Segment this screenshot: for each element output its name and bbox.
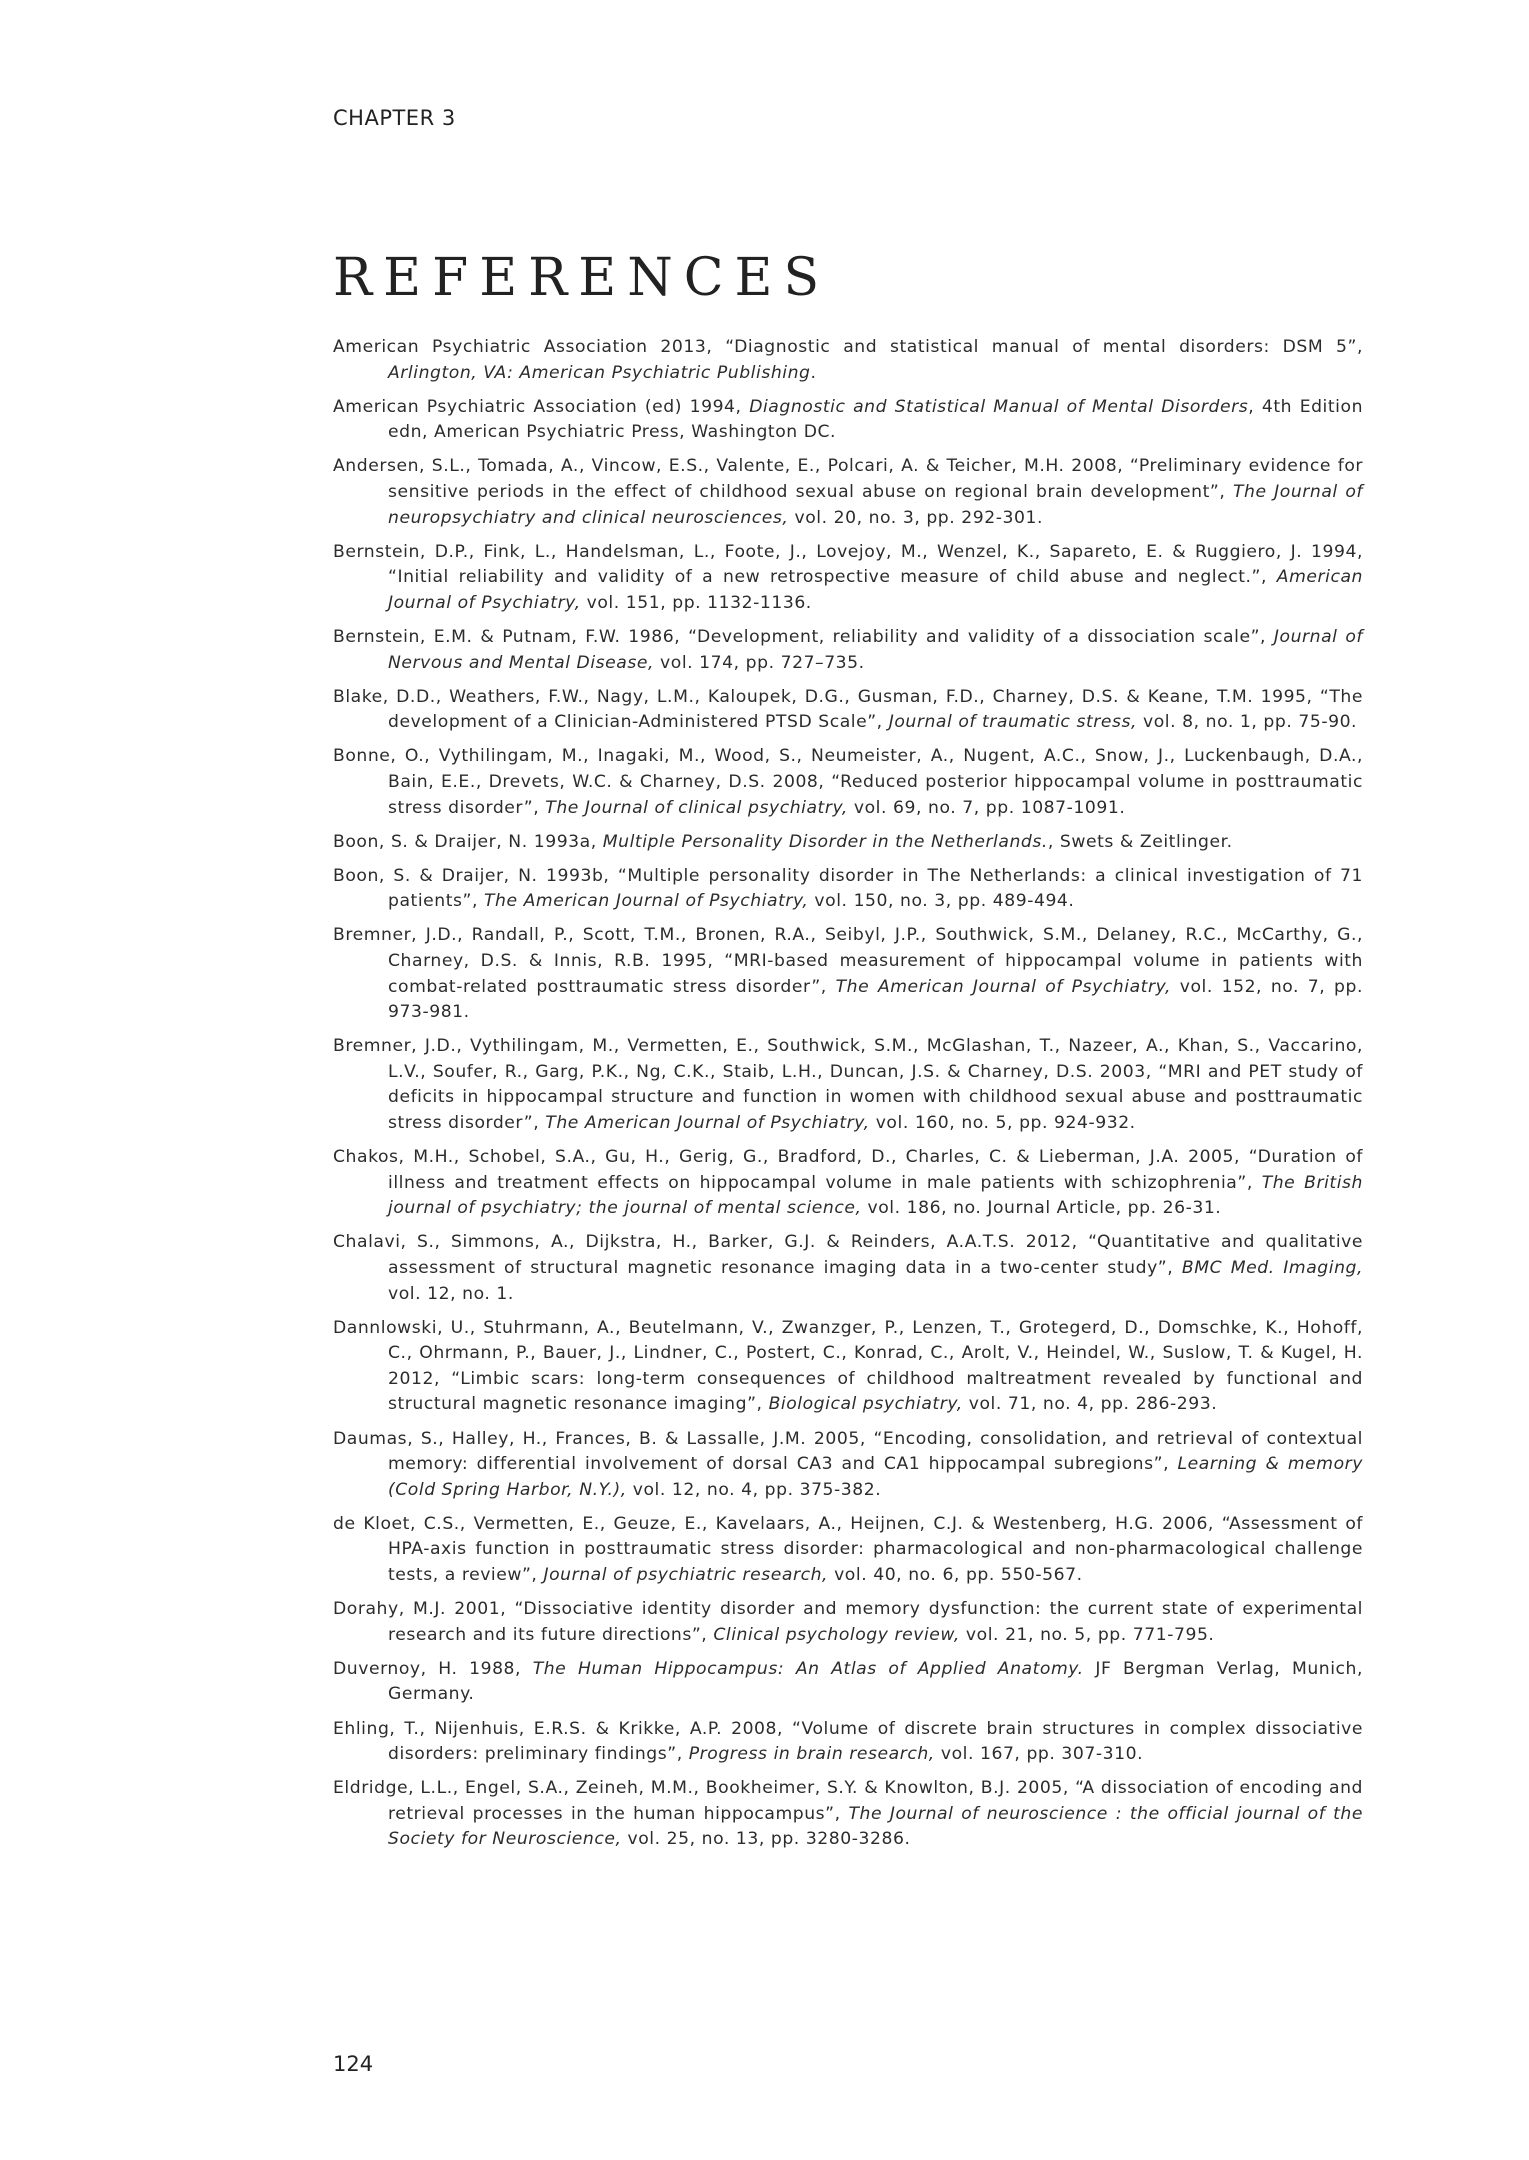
reference-text: Bernstein, E.M. & Putnam, F.W. 1986, “Development, reliability and validity of a dissociation scale”, xyxy=(333,626,1274,647)
reference-source-title: The Journal of clinical psychiatry, xyxy=(545,797,848,818)
reference-entry xyxy=(333,923,1363,1025)
reference-entry xyxy=(333,1717,1363,1768)
reference-entry xyxy=(333,1776,1363,1853)
reference-source-title: Diagnostic and Statistical Manual of Mental Disorders xyxy=(749,396,1249,417)
reference-text: Bernstein, D.P., Fink, L., Handelsman, L., Foote, J., Lovejoy, M., Wenzel, K., Sapareto, E. & Ruggiero, J. 1994, “Initial reliability and validity of a new retrospective measure of child abuse and neglect.”, xyxy=(333,541,1363,588)
reference-text: vol. 25, no. 13, pp. 3280-3286. xyxy=(621,1829,911,1850)
reference-source-title: Clinical psychology review, xyxy=(713,1624,960,1645)
reference-entry xyxy=(333,685,1363,736)
reference-entry xyxy=(333,395,1363,446)
reference-source-title: Multiple Personality Disorder in the Netherlands. xyxy=(602,831,1048,852)
reference-entry xyxy=(333,1316,1363,1418)
reference-text: Duvernoy, H. 1988, xyxy=(333,1658,533,1679)
reference-entry xyxy=(333,335,1363,386)
reference-text: . xyxy=(810,362,817,383)
reference-text: vol. 160, no. 5, pp. 924-932. xyxy=(869,1113,1136,1134)
reference-text: vol. 151, pp. 1132-1136. xyxy=(580,592,812,613)
reference-entry xyxy=(333,744,1363,821)
reference-source-title: Learning & memory (Cold Spring Harbor, N.Y.), xyxy=(388,1454,1363,1500)
reference-source-title: The American Journal of Psychiatry, xyxy=(835,976,1171,997)
reference-text: , 4th Edition edn, American Psychiatric Press, Washington DC. xyxy=(388,396,1364,443)
reference-text: vol. 174, pp. 727–735. xyxy=(654,652,865,673)
reference-text: vol. 12, no. 1. xyxy=(388,1283,514,1304)
reference-source-title: Biological psychiatry, xyxy=(768,1394,963,1415)
reference-entry xyxy=(333,864,1363,915)
reference-list xyxy=(333,335,1363,1861)
reference-source-title: The British journal of psychiatry; the journal of mental science, xyxy=(388,1172,1363,1219)
reference-text: Andersen, S.L., Tomada, A., Vincow, E.S., Valente, E., Polcari, A. & Teicher, M.H. 2008, “Preliminary evidence for sensitive periods in the effect of childhood sexual abuse on regional brain development”, xyxy=(333,456,1363,502)
reference-entry xyxy=(333,540,1363,617)
reference-text: vol. 150, no. 3, pp. 489-494. xyxy=(808,891,1075,912)
reference-text: Blake, D.D., Weathers, F.W., Nagy, L.M., Kaloupek, D.G., Gusman, F.D., Charney, D.S. & Keane, T.M. 1995, “The development of a Clinician-Administered PTSD Scale”, xyxy=(333,686,1363,733)
reference-text: de Kloet, C.S., Vermetten, E., Geuze, E., Kavelaars, A., Heijnen, C.J. & Westenberg, H.G. 2006, “Assessment of HPA-axis function in posttraumatic stress disorder: pharmacological and non-pharmacological challenge tests, a review”, xyxy=(333,1513,1363,1586)
reference-text: vol. 186, no. Journal Article, pp. 26-31. xyxy=(861,1198,1222,1219)
reference-entry xyxy=(333,1597,1363,1648)
reference-text: vol. 21, no. 5, pp. 771-795. xyxy=(959,1624,1215,1645)
reference-text: Bonne, O., Vythilingam, M., Inagaki, M., Wood, S., Neumeister, A., Nugent, A.C., Snow, J., Luckenbaugh, D.A., Bain, E.E., Drevets, W.C. & Charney, D.S. 2008, “Reduced posterior hippocampal volume in posttraumatic stress disorder”, xyxy=(333,746,1363,818)
reference-text: American Psychiatric Association (ed) 1994, xyxy=(333,396,750,417)
reference-text: vol. 20, no. 3, pp. 292-301. xyxy=(788,507,1043,528)
reference-source-title: The American Journal of Psychiatry, xyxy=(545,1113,870,1134)
reference-source-title: The American Journal of Psychiatry, xyxy=(484,891,809,912)
reference-entry xyxy=(333,1034,1363,1136)
reference-text: Eldridge, L.L., Engel, S.A., Zeineh, M.M., Bookheimer, S.Y. & Knowlton, B.J. 2005, “A dissociation of encoding and retrieval processes in the human hippocampus”, xyxy=(333,1778,1363,1824)
reference-text: vol. 8, no. 1, pp. 75-90. xyxy=(1137,712,1358,733)
reference-text: vol. 167, pp. 307-310. xyxy=(934,1744,1144,1765)
page-title: REFERENCES xyxy=(333,248,831,308)
reference-text: Chalavi, S., Simmons, A., Dijkstra, H., Barker, G.J. & Reinders, A.A.T.S. 2012, “Quantitative and qualitative assessment of structural magnetic resonance imaging data in a two-center study”, xyxy=(333,1232,1363,1278)
reference-text: vol. 69, no. 7, pp. 1087-1091. xyxy=(847,797,1126,818)
reference-text: vol. 40, no. 6, pp. 550-567. xyxy=(828,1565,1083,1586)
reference-entry xyxy=(333,454,1363,531)
reference-text: JF Bergman Verlag, Munich, Germany. xyxy=(388,1658,1363,1705)
reference-source-title: The Human Hippocampus: An Atlas of Applied Anatomy. xyxy=(532,1658,1084,1679)
reference-text: American Psychiatric Association 2013, “Diagnostic and statistical manual of mental disorders: DSM 5”, xyxy=(333,337,1363,357)
reference-text: Dannlowski, U., Stuhrmann, A., Beutelmann, V., Zwanzger, P., Lenzen, T., Grotegerd, D., Domschke, K., Hohoff, C., Ohrmann, P., Bauer, J., Lindner, C., Postert, C., Konrad, C., Arolt, V., Heindel, W., Suslow, T. & Kugel, H. 2012, “Limbic scars: long-term consequences of childhood maltreatment revealed by functional and structural magnetic resonance imaging”, xyxy=(333,1317,1363,1415)
reference-entry xyxy=(333,1427,1363,1504)
reference-text: Boon, S. & Draijer, N. 1993b, “Multiple personality disorder in The Netherlands: a clinical investigation of 71 patients”, xyxy=(333,865,1363,912)
reference-source-title: Journal of traumatic stress, xyxy=(888,712,1137,733)
reference-source-title: Progress in brain research, xyxy=(688,1744,935,1765)
reference-entry xyxy=(333,1145,1363,1222)
reference-source-title: Arlington, VA: American Psychiatric Publishing xyxy=(388,362,811,383)
reference-source-title: BMC Med. Imaging, xyxy=(1181,1258,1363,1278)
reference-text: Boon, S. & Draijer, N. 1993a, xyxy=(333,831,603,852)
reference-entry xyxy=(333,1657,1363,1708)
reference-text: vol. 71, no. 4, pp. 286-293. xyxy=(962,1394,1218,1415)
reference-text: vol. 12, no. 4, pp. 375-382. xyxy=(626,1479,882,1500)
chapter-header: CHAPTER 3 xyxy=(333,106,456,130)
reference-text: Daumas, S., Halley, H., Frances, B. & Lassalle, J.M. 2005, “Encoding, consolidation, and retrieval of contextual memory: differential involvement of dorsal CA3 and CA1 hippocampal subregions”, xyxy=(333,1428,1363,1475)
reference-text: Bremner, J.D., Randall, P., Scott, T.M., Bronen, R.A., Seibyl, J.P., Southwick, S.M., Delaney, R.C., McCarthy, G., Charney, D.S. & Innis, R.B. 1995, “MRI-based measurement of hippocampal volume in patients with combat-related posttraumatic stress disorder”, xyxy=(333,925,1363,997)
reference-text: , Swets & Zeitlinger. xyxy=(1047,831,1233,852)
reference-entry xyxy=(333,625,1363,676)
reference-text: Dorahy, M.J. 2001, “Dissociative identity disorder and memory dysfunction: the current state of experimental research and its future directions”, xyxy=(333,1599,1363,1645)
reference-text: vol. 152, no. 7, pp. 973-981. xyxy=(388,976,1363,1023)
page-number: 124 xyxy=(333,2052,374,2076)
reference-source-title: Journal of Nervous and Mental Disease, xyxy=(388,626,1363,673)
reference-source-title: American Journal of Psychiatry, xyxy=(388,567,1363,613)
reference-text: Bremner, J.D., Vythilingam, M., Vermetten, E., Southwick, S.M., McGlashan, T., Nazeer, A., Khan, S., Vaccarino, L.V., Soufer, R., Garg, P.K., Ng, C.K., Staib, L.H., Duncan, J.S. & Charney, D.S. 2003, “MRI and PET study of deficits in hippocampal structure and function in women with childhood sexual abuse and posttraumatic stress disorder”, xyxy=(333,1036,1363,1134)
reference-source-title: The Journal of neuropsychiatry and clinical neurosciences, xyxy=(388,481,1364,528)
reference-entry xyxy=(333,1230,1363,1307)
reference-source-title: The Journal of neuroscience : the official journal of the Society for Neuroscience, xyxy=(388,1803,1363,1850)
reference-source-title: Journal of psychiatric research, xyxy=(543,1565,829,1586)
reference-entry xyxy=(333,1512,1363,1589)
reference-entry xyxy=(333,830,1363,856)
reference-text: Ehling, T., Nijenhuis, E.R.S. & Krikke, A.P. 2008, “Volume of discrete brain structures in complex dissociative disorders: preliminary findings”, xyxy=(333,1718,1363,1765)
reference-text: Chakos, M.H., Schobel, S.A., Gu, H., Gerig, G., Bradford, D., Charles, C. & Lieberman, J.A. 2005, “Duration of illness and treatment effects on hippocampal volume in male patients with schizophrenia”, xyxy=(333,1147,1363,1193)
